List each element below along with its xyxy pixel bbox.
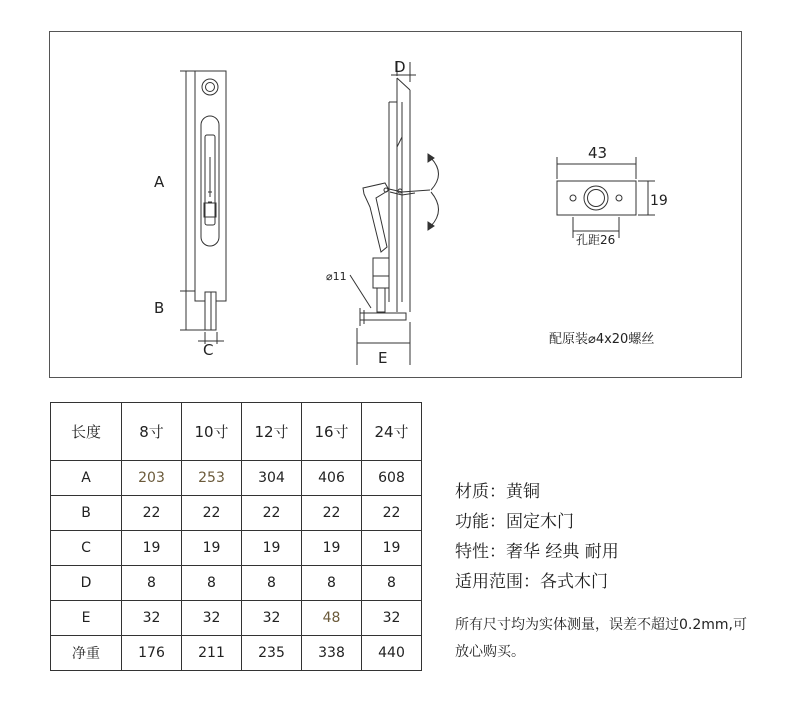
table-row	[51, 636, 422, 671]
hole-spacing-label: 孔距26	[576, 233, 616, 247]
plate-view	[557, 157, 655, 238]
table-cell: 253	[182, 461, 242, 496]
dim-a-label: A	[154, 173, 165, 191]
table-cell: 8	[242, 566, 302, 601]
table-cell: D	[51, 566, 122, 601]
dim-e-label: E	[378, 349, 388, 367]
diagram-frame	[49, 31, 742, 378]
technical-drawing	[50, 32, 743, 379]
table-cell: 8	[362, 566, 422, 601]
table-cell: 19	[122, 531, 182, 566]
table-cell: 22	[182, 496, 242, 531]
measurement-note: 所有尺寸均为实体测量，误差不超过0.2mm,可放心购买。	[455, 617, 747, 660]
table-header-row	[51, 403, 422, 461]
property-features: 特性：奢华 经典 耐用	[455, 542, 619, 562]
table-cell: B	[51, 496, 122, 531]
table-cell: 211	[182, 636, 242, 671]
table-cell: 235	[242, 636, 302, 671]
table-cell: 203	[122, 461, 182, 496]
dim-d-label: D	[394, 58, 406, 76]
table-row	[51, 566, 422, 601]
table-cell: 32	[242, 601, 302, 636]
table-cell: 19	[182, 531, 242, 566]
table-cell: 32	[122, 601, 182, 636]
table-cell: 32	[182, 601, 242, 636]
table-cell: 338	[302, 636, 362, 671]
table-cell: 净重	[51, 636, 122, 671]
dim-c-label: C	[203, 341, 214, 359]
table-header-cell: 24寸	[362, 403, 422, 461]
table-cell: 32	[362, 601, 422, 636]
table-cell: 19	[242, 531, 302, 566]
table-header-cell: 10寸	[182, 403, 242, 461]
plate-width-label: 43	[588, 144, 608, 162]
table-cell: 22	[122, 496, 182, 531]
table-cell: C	[51, 531, 122, 566]
spec-table	[50, 402, 422, 671]
table-header-cell: 长度	[51, 403, 122, 461]
table-cell: 406	[302, 461, 362, 496]
table-row	[51, 601, 422, 636]
dim-b-label: B	[154, 299, 165, 317]
table-cell: 22	[362, 496, 422, 531]
table-cell: 48	[302, 601, 362, 636]
diameter-label: ⌀11	[326, 270, 347, 283]
front-view	[180, 71, 226, 344]
table-cell: 176	[122, 636, 182, 671]
table-cell: 8	[302, 566, 362, 601]
table-cell: 8	[122, 566, 182, 601]
table-row	[51, 531, 422, 566]
table-header-cell: 8寸	[122, 403, 182, 461]
table-row	[51, 496, 422, 531]
table-cell: 19	[302, 531, 362, 566]
table-cell: A	[51, 461, 122, 496]
table-cell: 440	[362, 636, 422, 671]
side-view	[350, 62, 439, 365]
table-cell: 8	[182, 566, 242, 601]
property-scope: 适用范围：各式木门	[455, 572, 608, 592]
table-row	[51, 461, 422, 496]
plate-height-label: 19	[650, 193, 668, 209]
table-cell: 22	[242, 496, 302, 531]
table-cell: 304	[242, 461, 302, 496]
table-header-cell: 16寸	[302, 403, 362, 461]
table-cell: 608	[362, 461, 422, 496]
property-material: 材质：黄铜	[455, 482, 540, 502]
table-cell: 19	[362, 531, 422, 566]
product-properties	[455, 477, 619, 597]
table-cell: 22	[302, 496, 362, 531]
table-header-cell: 12寸	[242, 403, 302, 461]
property-function: 功能：固定木门	[455, 512, 574, 532]
screw-note: 配原装⌀4x20螺丝	[549, 332, 655, 347]
table-cell: E	[51, 601, 122, 636]
